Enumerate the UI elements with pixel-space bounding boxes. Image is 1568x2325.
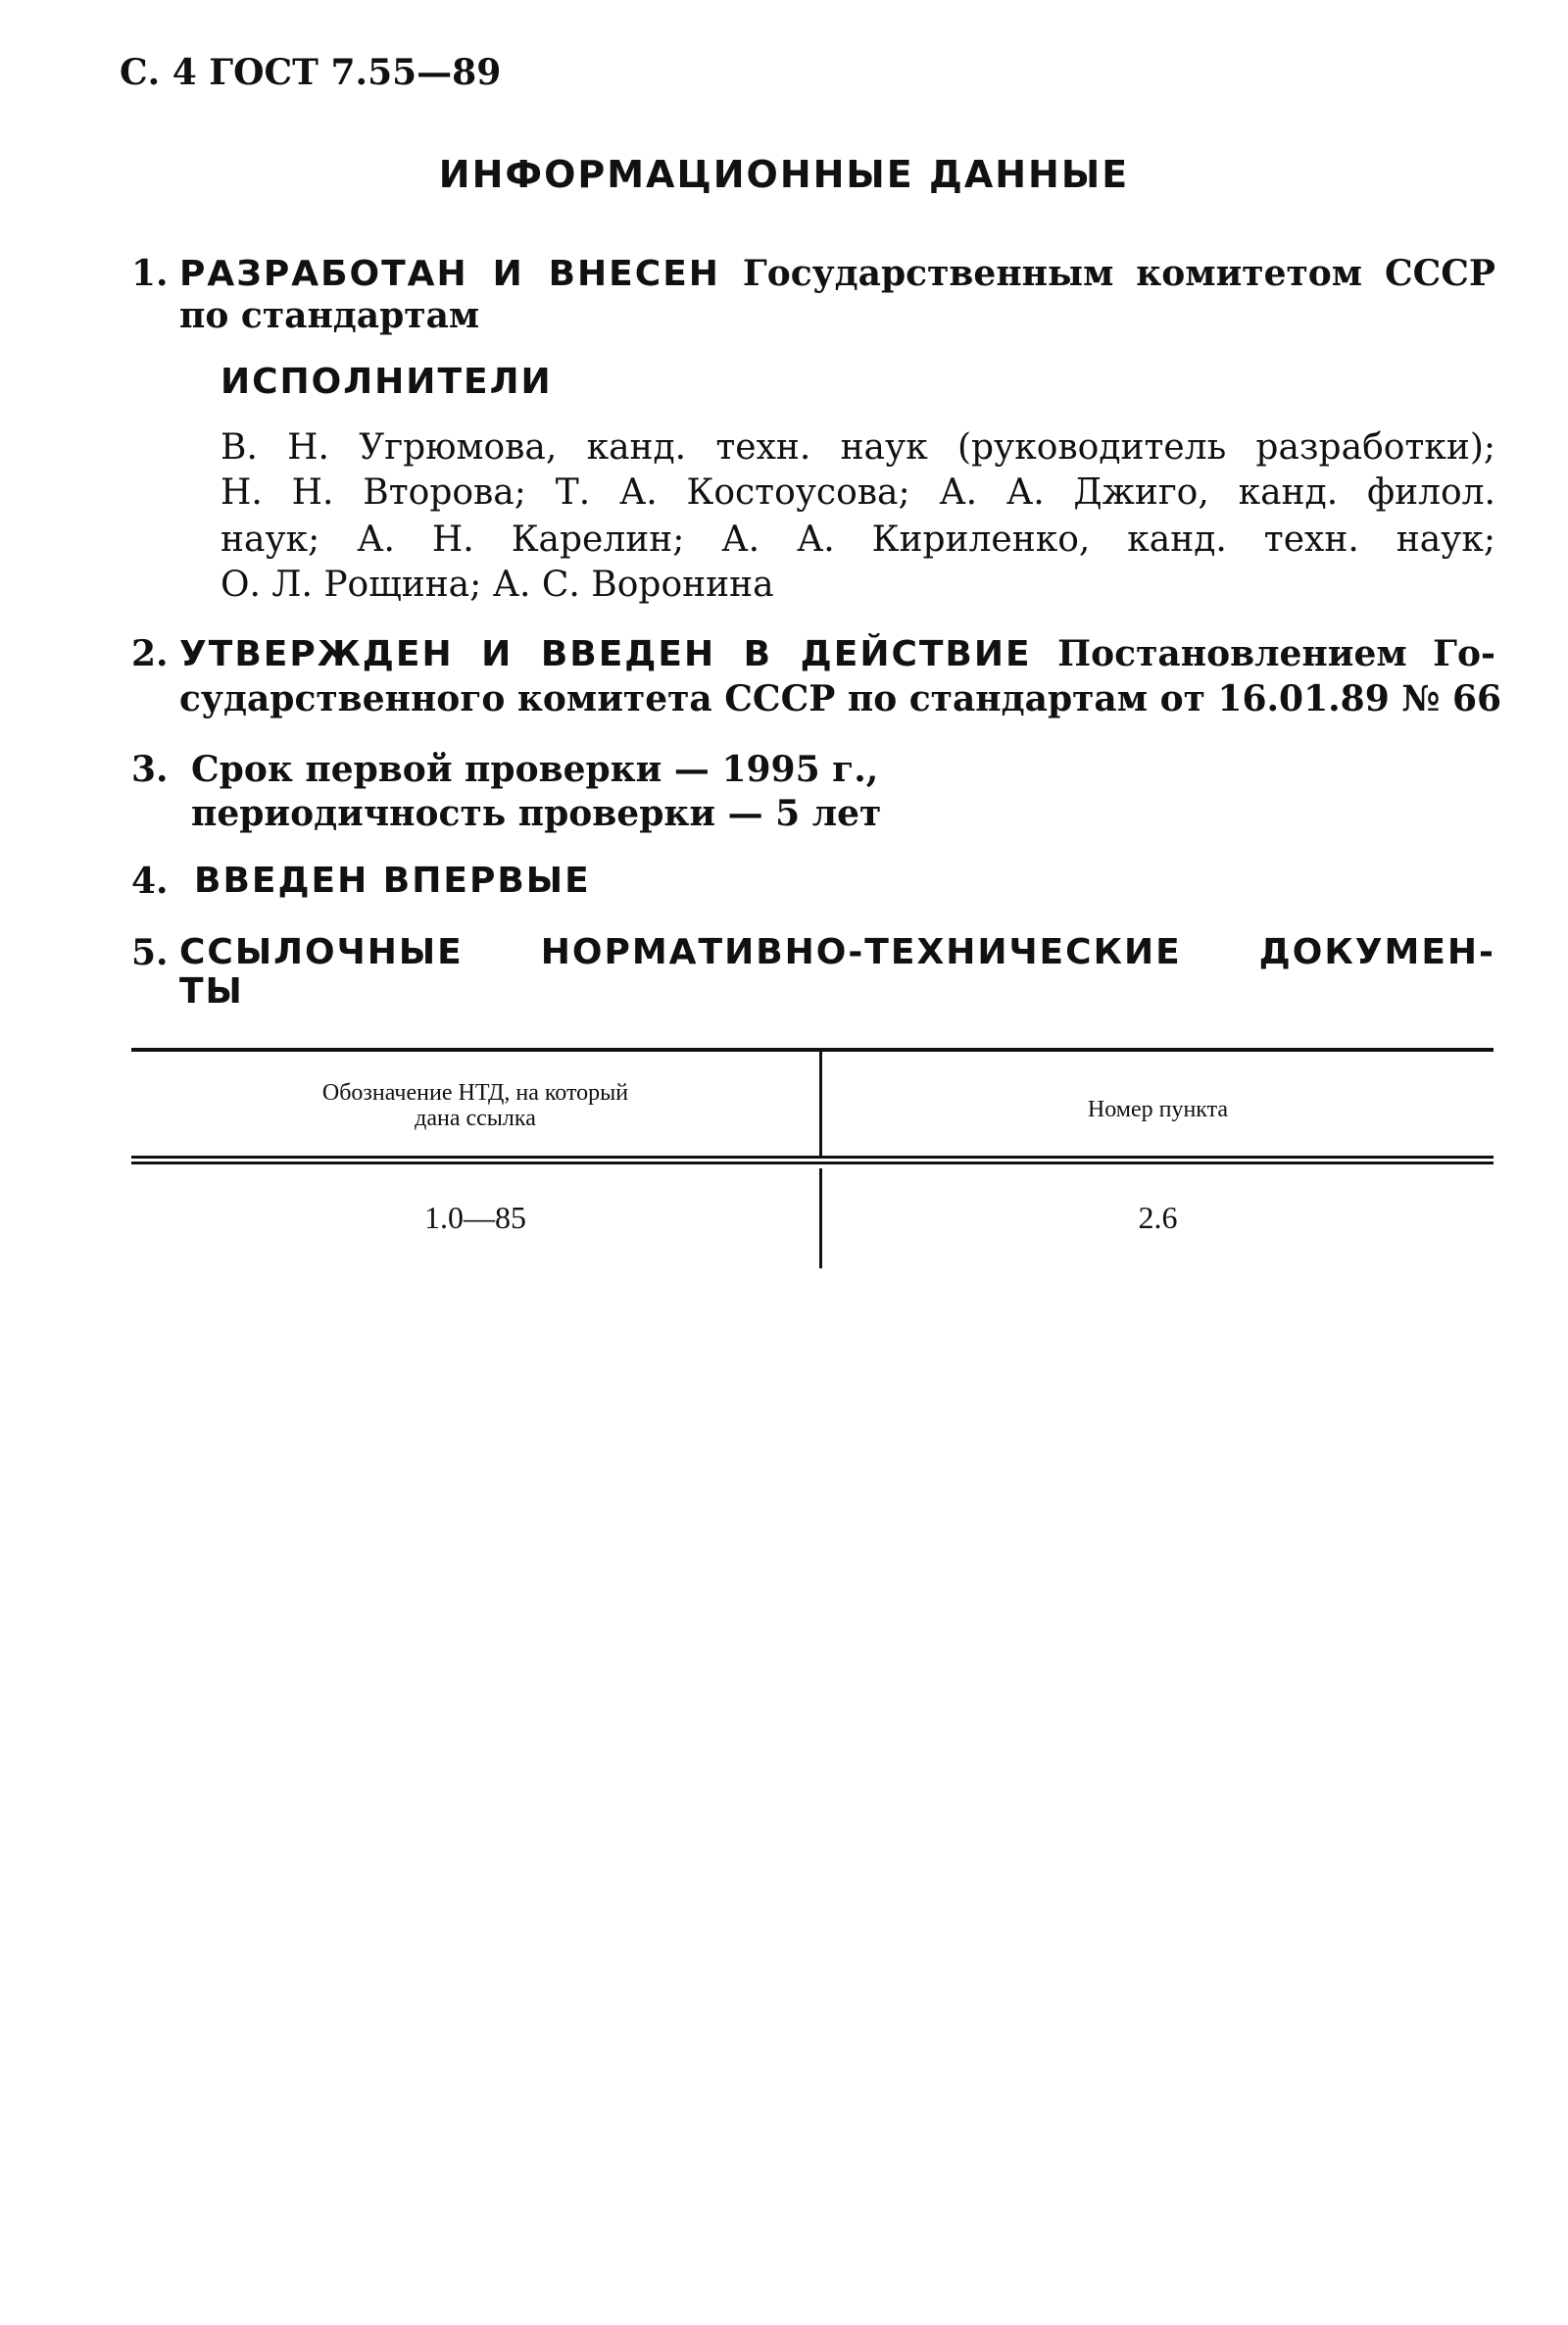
item-caps: УТВЕРЖДЕН И ВВЕДЕН В ДЕЙСТВИЕ [179, 634, 1032, 674]
item-caps: ВВЕДЕН ВПЕРВЫЕ [194, 861, 591, 901]
item-caps: ССЫЛОЧНЫЕ НОРМАТИВНО-ТЕХНИЧЕСКИЕ ДОКУМЕН- [179, 932, 1495, 972]
item-body: Государственным комитетом СССР [742, 253, 1496, 294]
page-header: С. 4 ГОСТ 7.55—89 [120, 52, 502, 93]
item-text [179, 252, 1495, 296]
column-header-clause: Номер пункта [1087, 1097, 1229, 1122]
item-number: 5. [131, 932, 169, 973]
table-top-rule [131, 1048, 1494, 1052]
cell-clause: 2.6 [1138, 1200, 1178, 1235]
column-header-designation [131, 1080, 819, 1131]
executors-line: Н. Н. Второва; Т. А. Костоусова; А. А. Джиго, канд. филол. [220, 472, 1495, 513]
item-body: Постановлением Го- [1057, 633, 1495, 674]
item-text-cont: сударственного комитета СССР по стандартам от 16.01.89 № 66 [179, 678, 1502, 719]
executors-line: наук; А. Н. Карелин; А. А. Кириленко, канд. техн. наук; [220, 519, 1495, 560]
item-text: Срок первой проверки — 1995 г., [191, 749, 879, 790]
executors-heading: ИСПОЛНИТЕЛИ [220, 362, 553, 402]
item-caps: РАЗРАБОТАН И ВНЕСЕН [179, 254, 720, 294]
item-text-cont: периодичность проверки — 5 лет [191, 793, 882, 834]
executors-line: В. Н. Угрюмова, канд. техн. наук (руководитель разработки); [220, 427, 1495, 468]
header-line: Обозначение НТД, на который [321, 1080, 629, 1106]
executors-line: О. Л. Рощина; А. С. Воронина [220, 565, 774, 605]
item-text-cont: по стандартам [179, 295, 480, 336]
item-text [179, 632, 1495, 676]
item-caps-cont: ТЫ [179, 971, 244, 1012]
header-rule [131, 1162, 1494, 1164]
item-number: 2. [131, 633, 169, 674]
item-number: 3. [131, 749, 169, 790]
item-number: 4. [131, 861, 169, 902]
cell-designation: 1.0—85 [424, 1200, 526, 1235]
item-number: 1. [131, 253, 169, 294]
page-title: ИНФОРМАЦИОННЫЕ ДАННЫЕ [438, 153, 1130, 196]
header-rule [131, 1156, 1494, 1159]
header-line: дана ссылка [415, 1106, 536, 1131]
